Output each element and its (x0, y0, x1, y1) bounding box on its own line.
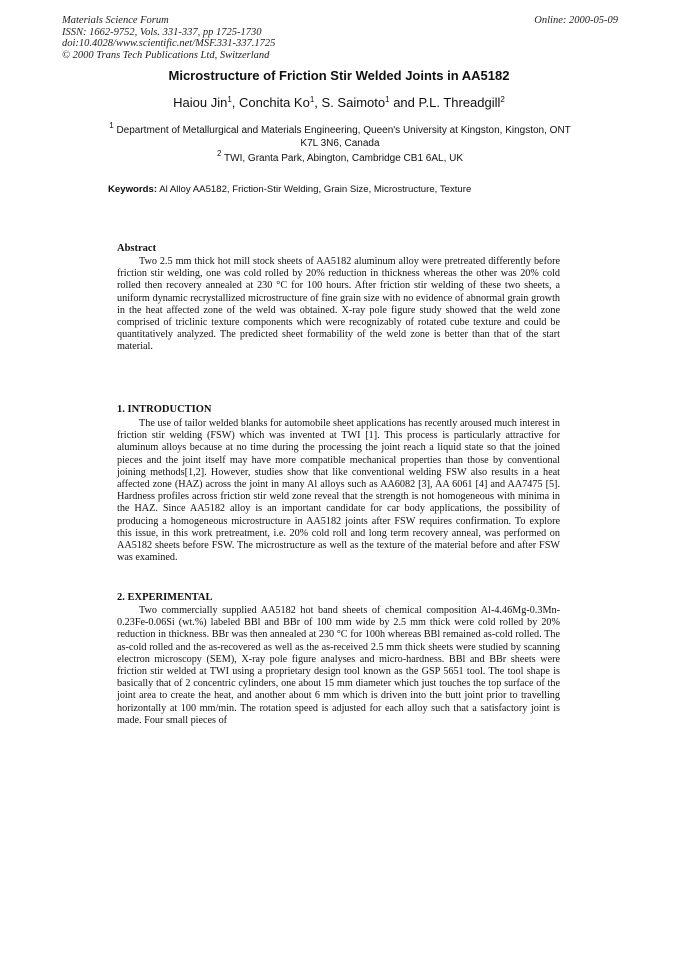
author-name: Haiou Jin (173, 95, 228, 110)
keywords-line (108, 184, 578, 195)
introduction-heading: 1. INTRODUCTION (117, 404, 212, 415)
author-separator: , (231, 95, 240, 110)
abstract-heading: Abstract (117, 243, 157, 254)
affiliation-2 (100, 149, 580, 166)
author-name: S. Saimoto (321, 95, 386, 110)
introduction-paragraph: The use of tailor welded blanks for automobile sheet applications has recently aroused much interest in friction stir welding (FSW) which was invented at TWI [1]. This process is particularly attractive for aluminum alloys because at no time during the processing the joint reach a liquid state so that the joined pieces and the joint itself may have more compatible mechanical properties than those by conventional joining methods[1,2]. However, studies show that like conventional welding FSW also results in a heat affected zone (HAZ) across the joint in many Al alloys such as AA6082 [3], AA 6061 [4] and AA7475 [5]. Hardness profiles across friction stir weld zone reveal that the strength is not homogeneous with minima in the HAZ. Since AA5182 alloy is an important candidate for car body applications, the possibility of producing a homogeneous microstructure in AA5182 joints after FSW requires confirmation. To explore this issue, in this work pretreatment, i.e. 20% cold roll and long term recovery anneal, was performed on AA5182 sheets before FSW. The microstructure as well as the texture of the material before and after FSW was examined. (117, 418, 560, 564)
author-name: P.L. Threadgill (418, 95, 501, 110)
author-name: Conchita Ko (239, 95, 310, 110)
affiliation-mark: 2 (500, 95, 505, 104)
affiliation-mark: 1 (385, 95, 390, 104)
journal-name: Materials Science Forum (62, 15, 169, 26)
abstract-body (117, 256, 560, 354)
author-list (0, 95, 678, 110)
experimental-heading: 2. EXPERIMENTAL (117, 592, 213, 603)
author-separator: , (314, 95, 322, 110)
experimental-paragraph: Two commercially supplied AA5182 hot band sheets of chemical composition Al-4.46Mg-0.3Mn-0.23Fe-0.06Si (wt.%) labeled BBl and BBr of 100 mm wide by 2.5 mm thick were cold rolled by 20% reduction in thickness. BBr was then annealed at 230 °C for 100h whereas BBl remained as-cold rolled. The as-cold rolled and the as-recovered as well as the as-received 2.5 mm thick sheets were studied by scanning electron microscopy (SEM), X-ray pole figure analyses and micro-hardness. BBl and BBr sheets were friction stir welded at TWI using a proprietary design tool known as the GSP 5651 tool. The tool shape is basically that of 2 concentric cylinders, one about 15 mm diameter which just touches the top surface of the joint area to create the heat, and another about 6 mm which is driven into the butt joint prior to travelling horizontally at 100 mm/min. The rotation speed is adjusted for each alloy such that a satisfactory joint is made. Four small pieces of (117, 605, 560, 726)
doi-line[interactable]: doi:10.4028/www.scientific.net/MSF.331-337.1725 (62, 38, 276, 50)
copyright-line: © 2000 Trans Tech Publications Ltd, Switzerland (62, 49, 270, 61)
journal-header (62, 15, 275, 61)
affiliation-1 (100, 121, 580, 150)
affiliation-mark: 1 (109, 121, 114, 130)
abstract-paragraph: Two 2.5 mm thick hot mill stock sheets of AA5182 aluminum alloy were pretreated differently before friction stir welding, one was cold rolled by 20% reduction in thickness whereas the other was 20% cold rolled then recovery annealed at 230 °C for 100 hours. After friction stir welding of these two sheets, a uniform dynamic recrystallized microstructure of fine grain size with no evidence of abnormal grain growth in the heat affected zone of the weld was obtained. X-ray pole figure study showed that the weld zone comprised of triclinic texture components which were recognizably of rotated cube texture and could be quantitatively analyzed. The predicted sheet formability of the weld zone is better than that of the start material. (117, 256, 560, 353)
keywords-label: Keywords: (108, 184, 158, 195)
paper-title: Microstructure of Friction Stir Welded Joints in AA5182 (168, 68, 510, 83)
affiliation-text: TWI, Granta Park, Abington, Cambridge CB1 6AL, UK (224, 153, 464, 164)
affiliation-mark: 1 (309, 95, 315, 104)
affiliation-text: Department of Metallurgical and Materials Engineering, Queen's University at Kingston, Kingston, ONT K7L 3N6, Canada (116, 125, 571, 149)
affiliation-mark: 1 (227, 95, 232, 104)
author-separator: and (389, 95, 419, 110)
experimental-body (117, 605, 560, 727)
issn-line: ISSN: 1662-9752, Vols. 331-337, pp 1725-1730 (62, 26, 262, 38)
affiliation-mark: 2 (216, 149, 222, 158)
online-date: Online: 2000-05-09 (534, 15, 618, 26)
keywords-text: Al Alloy AA5182, Friction-Stir Welding, Grain Size, Microstructure, Texture (159, 184, 472, 195)
introduction-body (117, 418, 560, 564)
